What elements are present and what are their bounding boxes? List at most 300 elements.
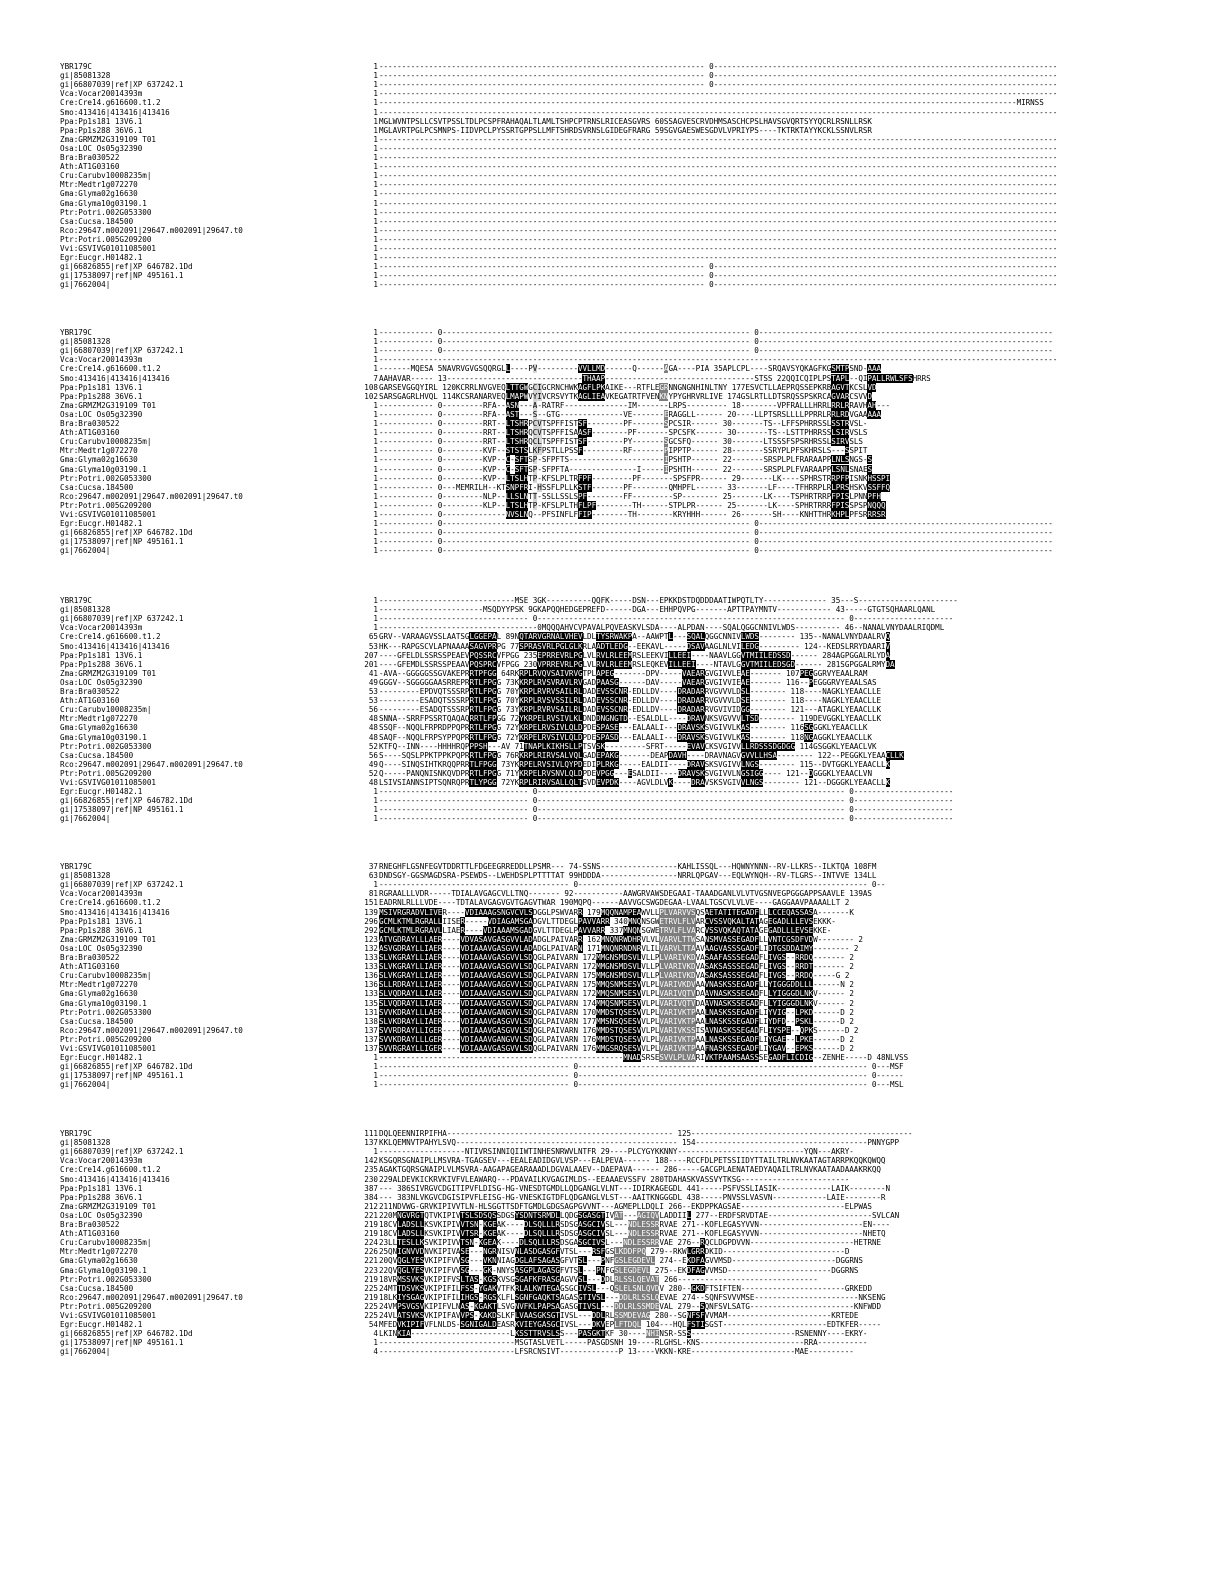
alignment-block xyxy=(0,1129,1224,1359)
sequence-name: gi|85081328 xyxy=(60,871,111,881)
sequence-name: Bra:Bra030522 xyxy=(60,153,120,162)
sequence-name: Zma:GRMZM2G319109 T01 xyxy=(60,668,157,678)
sequence-name: Csa:Cucsa.184500 xyxy=(60,482,134,492)
sequence-name: gi|17538097|ref|NP 495161.1 xyxy=(60,271,184,281)
aligned-sequence: --------------------------------- 0-------------------------------------------------------------------- 0---------------------- xyxy=(379,814,954,824)
start-position: 219 xyxy=(364,1292,378,1302)
sequence-name: YBR179C xyxy=(60,1129,93,1138)
aligned-sequence: ------------------------------------------------------------------------------------------------------------------------------------------------------ xyxy=(379,225,1058,235)
sequence-name: YBR179C xyxy=(60,862,93,871)
start-position: 135 xyxy=(364,998,378,1008)
alignment-row xyxy=(0,733,1224,742)
sequence-name: Ppa:Pp1s288 36V6.1 xyxy=(60,125,143,135)
sequence-name: Ptr:Potri.002G053300 xyxy=(60,741,152,751)
start-position: 81 xyxy=(368,889,378,899)
sequence-name: Smo:413416|413416|413416 xyxy=(60,107,170,117)
start-position: 108 xyxy=(364,382,378,392)
aligned-sequence: ---------ESADQTSSSRPRTLFPGG 73YKRPLRVRVSAILRLDADEVSSCNR-EDLLDV----DRADARRVGVIVIDGG-------- 121---ATAGKLYEAACLLK xyxy=(379,705,881,715)
aligned-sequence: LKINKIA----------------------LKSSTTRVSLSS---PASGKTKF 30----NHINSR-SSS-----------------------RSNENNY----EKRY- xyxy=(379,1329,868,1339)
alignment-row xyxy=(0,778,1224,787)
alignment-row xyxy=(0,1293,1224,1302)
aligned-sequence: ------------------------------------------------------------------------------------------------------------------------------------------------------ xyxy=(379,180,1058,190)
sequence-name: YBR179C xyxy=(60,62,93,71)
sequence-name: gi|85081328 xyxy=(60,71,111,81)
alignment-row xyxy=(0,199,1224,208)
aligned-sequence: ATVGDRAYLLLAER----VDVASAVGASGVVLADADGLPAIVARR 162MNQNRWDHRVLVLVARVLTTWSANSMVASSEGADFLLVNTCGSDFVDW-------- 2 xyxy=(379,934,863,944)
alignment-row xyxy=(0,355,1224,364)
aligned-sequence: -AVA--GGGGGSSGVAKEPRRTPFGG 64RKRPLRVQVSAIVRVGTPLAPEG-------DPV-----VAEARGVGIVVLEAE------- 107PEGGGRVYEAALRAM xyxy=(379,668,868,678)
alignment-row xyxy=(0,944,1224,953)
start-position: 1 xyxy=(373,428,378,438)
start-position: 133 xyxy=(364,953,378,962)
aligned-sequence: ------------------------------------------ 0---------------------------------------------------------------- 0-- xyxy=(379,880,886,890)
alignment-row xyxy=(0,898,1224,907)
aligned-sequence: ------------------------------------------------------------------------------------------------------------------------------------------------------ xyxy=(379,189,1058,199)
start-position: 1 xyxy=(373,253,378,263)
sequence-name: Osa:LOC Os05g32390 xyxy=(60,1210,143,1220)
alignment-row xyxy=(0,117,1224,126)
aligned-sequence: GCMLKTMLRGRAVLLIAER----VDIAAAMSGADGVLTTDEGLPAVVARR 337MNQNSGWETRVLFLVARCVSSVQKAQTATAGEGADLLLEVSEKKE- xyxy=(379,925,832,935)
sequence-name: gi|85081328 xyxy=(60,1138,111,1148)
sequence-name: Cre:Cre14.g616600.t1.2 xyxy=(60,98,161,108)
start-position: 1 xyxy=(373,225,378,235)
sequence-name: Gma:Glyma02g16630 xyxy=(60,1256,138,1266)
alignment-row xyxy=(0,89,1224,98)
aligned-sequence: ----GFELDLSSRSSPEAEVPQSSRCVFPGG 235EPRREVRLPGLVLRVLRLEEMRSLEEKVILLEEI----NAAVLGGVTMIILEDSSD------ 284AGPGGALRLYDA xyxy=(379,650,891,660)
start-position: 1 xyxy=(373,814,378,824)
aligned-sequence: SVVKDRAYLLLGER----VDIAAAVGANGVVLSDQGLPAIVARN 176MMDSTQSESVVLPLVARIVKTPAALNASKSSEGADFLIYGAE--LPKE------D 2 xyxy=(379,1034,854,1044)
alignment-row xyxy=(0,1256,1224,1265)
alignment-row xyxy=(0,1053,1224,1062)
sequence-name: gi|85081328 xyxy=(60,605,111,615)
alignment-row xyxy=(0,596,1224,605)
start-position: 1 xyxy=(373,500,378,510)
start-position: 142 xyxy=(364,1156,378,1166)
alignment-row xyxy=(0,392,1224,401)
alignment-row xyxy=(0,651,1224,660)
start-position: 7 xyxy=(373,373,378,383)
alignment-row xyxy=(0,1147,1224,1156)
sequence-name: gi|66826855|ref|XP 646782.1Dd xyxy=(60,1329,193,1339)
start-position: 63 xyxy=(368,871,378,881)
start-position: 1 xyxy=(373,234,378,244)
sequence-name: gi|66807039|ref|XP 637242.1 xyxy=(60,1147,184,1157)
sequence-name: Cru:Carubv10008235m| xyxy=(60,171,152,181)
alignment-row xyxy=(0,1026,1224,1035)
aligned-sequence: ------------------------------------------------------------------------------------------------------------------------------------------------------ xyxy=(379,107,1058,117)
aligned-sequence: 18CVLADSLLKSVKIPIVVTSN-KGEAK----DLSQLLLRSDSGASGCIVSL---NDLESSRRVAE 271--KOFLEGASYVVN-----------------------EN---- xyxy=(379,1220,891,1229)
alignment-row xyxy=(0,605,1224,614)
aligned-sequence: 24VMPSVGSVKIPIFVLNAS-KGAKTLSVGNVFKLPAPSAGASGTIVSL---DDLRLSSMDEVAL 279--SQNFSVLSATG-----------------------KNFWDD xyxy=(379,1301,882,1311)
start-position: 52 xyxy=(368,741,378,751)
alignment-row xyxy=(0,226,1224,235)
alignment-row xyxy=(0,714,1224,723)
alignment-block xyxy=(0,862,1224,1092)
aligned-sequence: 24VLATSVKSVKIPIFAVVPS-KAKDSLKFLVAASGKSGTIVSL---DDLRLSSMDEVAG 280--SGNFSFVVMAM-----------------------KRTEDE xyxy=(379,1311,859,1320)
start-position: 4 xyxy=(373,1329,378,1339)
alignment-row xyxy=(0,189,1224,198)
alignment-row xyxy=(0,280,1224,289)
start-position: 1 xyxy=(373,346,378,356)
aligned-sequence: --------------------------------- 0-------------------------------------------------------------------- 0---------------------- xyxy=(379,614,954,624)
aligned-sequence: ------------------------------------------ 0---------------------------------------------------------------- 0---MSF xyxy=(379,1062,904,1072)
aligned-sequence: ------------ 0---------RFA--AST---S--GTG--------------VE-------ERAGGLL------ 20----LLPTSRSLLLLPPRRLRRLRDVGAAAAA xyxy=(379,409,882,419)
aligned-sequence: 23LLTESLLKSVKIPIVVTSN-KGEAK----DLSQLLLRSDSGASGCIVSL---NDLESSRRVAE 276--RQCLDGPDVVN-----------------------HETRNE xyxy=(379,1238,882,1248)
start-position: 1 xyxy=(373,596,378,605)
alignment-row xyxy=(0,642,1224,651)
start-position: 1 xyxy=(373,262,378,272)
sequence-name: Csa:Cucsa.184500 xyxy=(60,216,134,226)
start-position: 1 xyxy=(373,537,378,547)
alignment-row xyxy=(0,723,1224,732)
sequence-name: Mtr:Medtr1g072270 xyxy=(60,980,138,990)
sequence-name: gi|7662004| xyxy=(60,1347,111,1357)
aligned-sequence: ------------------------------LFSRCNSIVT-------------P 13----VKKN-KRE-----------------------MAE---------- xyxy=(379,1347,854,1357)
alignment-row xyxy=(0,1329,1224,1338)
start-position: 136 xyxy=(364,980,378,990)
sequence-name: Zma:GRMZM2G319109 T01 xyxy=(60,400,157,410)
aligned-sequence: ------------ 0-------------------------------------------------------------------- 0----------------------------------------------------------------- xyxy=(379,546,1053,556)
start-position: 133 xyxy=(364,962,378,972)
alignment-row xyxy=(0,519,1224,528)
start-position: 1 xyxy=(373,510,378,519)
start-position: 1 xyxy=(373,171,378,181)
sequence-name: gi|7662004| xyxy=(60,1080,111,1090)
sequence-name: gi|17538097|ref|NP 495161.1 xyxy=(60,1071,184,1081)
start-position: 221 xyxy=(364,1256,378,1266)
aligned-sequence: 18CVLADSLLKSVKIPIVVTSR-KGEAK----DLSQLLLRSDSGASGCIVSL---NDLESSRRVAE 271--KOFLEGASYVVN-----------------------NHETQ xyxy=(379,1229,886,1239)
aligned-sequence: SLVQDRAYLLIAER----VDIAAAVGASGVVLSDQGLPAIVARN 172MMQSNMSESVVLPLVARIVQTVDAAVNASKSSEGADFLLYIGGGDLNKV------ 2 xyxy=(379,989,854,999)
aligned-sequence: DNDSGY-GGSMAGDSRA-PSEWDS--LWEHDSPLPTTTTAT 99HDDDA-----------------NRRLQPGAV---EQLWYNQH--RV-TLGRS--INTVVE 134LL xyxy=(379,871,877,881)
start-position: 1 xyxy=(373,162,378,172)
sequence-name: Cre:Cre14.g616600.t1.2 xyxy=(60,1165,161,1175)
aligned-sequence: ------------------------------------------------------------------------------------------------------------------------------------------------------ xyxy=(379,198,1058,208)
start-position: 1 xyxy=(373,805,378,815)
start-position: 292 xyxy=(364,925,378,935)
sequence-name: Cre:Cre14.g616600.t1.2 xyxy=(60,364,161,374)
aligned-sequence: ------------------------------------------------------------------------------------------------------------------------------------------------------ xyxy=(379,134,1058,144)
sequence-name: Ppa:Pp1s288 36V6.1 xyxy=(60,391,143,401)
alignment-block xyxy=(0,596,1224,826)
start-position: 223 xyxy=(364,1265,378,1275)
sequence-name: Ppa:Pp1s288 36V6.1 xyxy=(60,1192,143,1202)
aligned-sequence: GRV--VARAAGVSSLAATSGLGGEPAL 89NQTARVGRNALVHEVLDLTYSRWAKPA--AAWPTL---SQALQGGCNNIVLWDS-------- 135--NANALVNYDAALRVQ xyxy=(379,632,891,642)
aligned-sequence: SARSGAGRLHVQL 114KCSRANARVEQLMAPWVYIVCRSVYTKAGLIEAVKEGATRTFVENKNYPYGHRVRLIVE 174GSLRTLLDTSRQSSPSKRCAGVARCSVVD xyxy=(379,391,872,401)
start-position: 1 xyxy=(373,125,378,135)
sequence-name: Ath:AT1G03160 xyxy=(60,428,120,438)
start-position: 52 xyxy=(368,768,378,778)
aligned-sequence: --------------------------------- 0-------------------------------------------------------------------- 0---------------------- xyxy=(379,787,954,797)
start-position: 53 xyxy=(368,641,378,651)
start-position: 1 xyxy=(373,455,378,465)
alignment-row xyxy=(0,217,1224,226)
sequence-name: Vca:Vocar20014393m xyxy=(60,1156,143,1166)
aligned-sequence: ------------ 0---------NLP--LLSLNTT-SSLLSSLSPF--------FF---------SP-------- 25-------LK----TSPHRTRRPFPISLPNNPFH xyxy=(379,491,881,501)
alignment-row xyxy=(0,1156,1224,1165)
aligned-sequence: AAHAVAR----- 13------------------------------THAAP---------------------------------STSS 22QQICQIPLPSTAPL--QIPALLRWLSFSHRRS xyxy=(379,373,931,383)
alignment-row xyxy=(0,880,1224,889)
aligned-sequence: DQLQEENNIRPIFHA-------------------------------------------------- 125------------------------------------------------- xyxy=(379,1129,913,1138)
aligned-sequence: Q----SINQSIHTKRQQPRRTLFPGG 73YKRPELRVSIVLQYPDEDIPLRKG-----EALDII----DRAVSKSVGIVVLNGS-------- 115--DVTGGKLYEAACLLK xyxy=(379,759,891,769)
sequence-name: Egr:Eucgr.H01482.1 xyxy=(60,1320,143,1330)
alignment-row xyxy=(0,871,1224,880)
aligned-sequence: SLVQDRAYLLIAER----VDIAAAVGASGVVLSDQGLPAIVARN 174MMQSNMSESVVLPLVARIVQTVDAAVNASKSSEGADFLLYIGGGDLNKV------ 2 xyxy=(379,998,854,1008)
alignment-row xyxy=(0,1184,1224,1193)
aligned-sequence: ------------------------------------------------------MNADSRSESVVLPLVARIVKTPAAMSAASSSEGADFLICDIG--ZENHE-----D 48NLVSS xyxy=(379,1053,909,1063)
sequence-name: Mtr:Medtr1g072270 xyxy=(60,1247,138,1257)
alignment-row xyxy=(0,614,1224,623)
alignment-row xyxy=(0,805,1224,814)
alignment-row xyxy=(0,446,1224,455)
alignment-row xyxy=(0,760,1224,769)
alignment-row xyxy=(0,401,1224,410)
aligned-sequence: ------------ 0-------------------------------------------------------------------- 0----------------------------------------------------------------- xyxy=(379,337,1053,347)
alignment-row xyxy=(0,180,1224,189)
alignment-row xyxy=(0,1320,1224,1329)
start-position: 139 xyxy=(364,907,378,917)
start-position: 1 xyxy=(373,473,378,483)
aligned-sequence: ------------------------------------------------------------------------ 0---------------------------------------------------------------------------- xyxy=(379,262,1058,272)
sequence-name: Ptr:Potri.005G209200 xyxy=(60,1034,152,1044)
start-position: 1 xyxy=(373,207,378,217)
alignment-row xyxy=(0,337,1224,346)
start-position: 48 xyxy=(368,732,378,742)
start-position: 1 xyxy=(373,437,378,447)
alignment-row xyxy=(0,696,1224,705)
aligned-sequence: S----SQSLPPKTPPKPQPRRTLFPGG 76RKRPLRIRVSALVQLGADEPAKG-------DEAPDAVH----DRAVNAGVGVVLLHSA-------- 122--PEGGKLYEAACLLK xyxy=(379,750,904,760)
aligned-sequence: ----GFEMDLSSRSSPEAAVPQSPRCVFPGG 230VPRREVRLPGLVLRVLRLEEMRSLEQKEVILLEEI----NTAVLGGVTMIILEDSGD------ 281SGPGGALRMYDA xyxy=(379,659,895,669)
alignment-row xyxy=(0,787,1224,796)
start-position: 137 xyxy=(364,1138,378,1148)
alignment-row xyxy=(0,814,1224,823)
alignment-row xyxy=(0,935,1224,944)
start-position: 1 xyxy=(373,446,378,456)
sequence-name: Cru:Carubv10008235m| xyxy=(60,705,152,715)
sequence-name: Vca:Vocar20014393m xyxy=(60,89,143,99)
start-position: 1 xyxy=(373,280,378,290)
aligned-sequence: MGLWVNTPSLLCSVTPSSLTDLPCSPFRAHAQALTLAMLTSHPCPTRNSLRICEASGVRS 60SSAGVESCRVDHMSASCHCPSLHAVSGVQRTSYYQCRLRSNLLRSK xyxy=(379,116,872,126)
start-position: 1 xyxy=(373,189,378,199)
start-position: 1 xyxy=(373,1080,378,1090)
sequence-name: Gma:Glyma10g03190.1 xyxy=(60,998,147,1008)
alignment-row xyxy=(0,1062,1224,1071)
aligned-sequence: --- 383NLVKGVCDGISIPVFLEISG-HG-VNESKIGTDFLQDGANGLVLST---AAITKNGGGDL 438-----PNVSSLVASVN------------LAIE--------R xyxy=(379,1192,886,1202)
alignment-row xyxy=(0,1044,1224,1053)
start-position: 219 xyxy=(364,1274,378,1284)
aligned-sequence: ------------------------------------------------------------------------------------------------------------------------------------------------------ xyxy=(379,153,1058,162)
sequence-name: Mtr:Medtr1g072270 xyxy=(60,714,138,724)
start-position: 225 xyxy=(364,1301,378,1311)
start-position: 132 xyxy=(364,943,378,953)
alignment-row xyxy=(0,126,1224,135)
alignment-block xyxy=(0,62,1224,292)
sequence-name: Zma:GRMZM2G319109 T01 xyxy=(60,1201,157,1211)
alignment-row xyxy=(0,1311,1224,1320)
aligned-sequence: ------------ 0---------KVF--STSTSLKFPSTLLPSSF---------RF-------PIPPTP------ 28-------SSRYPLPFSKHRSLS---SSPIT xyxy=(379,446,868,456)
sequence-name: Rco:29647.m002091|29647.m002091|29647.t0 xyxy=(60,1025,243,1035)
aligned-sequence: KTFQ--INN----HHHHRQPPPSH---AV 71TNAPLKIKHSLLPTSVSK---------SFRT-----EVAVCKSVGIVVLLRDSSSDGDGG 114GSGGKLYEAACLVK xyxy=(379,741,877,751)
sequence-name: Smo:413416|413416|413416 xyxy=(60,641,170,651)
aligned-sequence: MFEDVKIPIFVFLNLDS-SGNIGALDEASRKVIEYGASGCIVSL---DKVEPLFTDQL 104---HQLFSTISGST-----------------------EDTKFER----- xyxy=(379,1320,882,1330)
sequence-name: Ppa:Pp1s181 13V6.1 xyxy=(60,382,143,392)
aligned-sequence: ------------------------------------------------------------------------------------------------------------------------------------------------------ xyxy=(379,234,1058,244)
start-position: 48 xyxy=(368,723,378,733)
alignment-row xyxy=(0,492,1224,501)
start-position: 1 xyxy=(373,528,378,538)
aligned-sequence: ------------ 0---------KVP--LTSLHTP-KFSLPLTRFPF---------PF-------SPSFPR------ 29-------LK----SPHRSTRRPFPISNKHSSPI xyxy=(379,473,891,483)
aligned-sequence: ------------------------------------------------------------------------------------------------------------------------------------------------------ xyxy=(379,89,1058,99)
aligned-sequence: ------------ 0--------------NVSLNQ--PFSINFLFFIP--------TH--------KRYHHH------ 26-------SH----KNHTTHRKHPLPFSRRRSR xyxy=(379,510,886,519)
sequence-name: Cru:Carubv10008235m| xyxy=(60,971,152,981)
sequence-name: Vvi:GSVIVG01011085001 xyxy=(60,778,157,787)
sequence-name: gi|66826855|ref|XP 646782.1Dd xyxy=(60,528,193,538)
start-position: 296 xyxy=(364,916,378,926)
start-position: 1 xyxy=(373,787,378,797)
aligned-sequence: ---------------------------------------------------------------------------------------------------------------------------------------------MIRNSS xyxy=(379,98,1044,108)
sequence-name: Csa:Cucsa.184500 xyxy=(60,1016,134,1026)
aligned-sequence: --------------------------------- 0-------------------------------------------------------------------- 0---------------------- xyxy=(379,805,954,815)
start-position: 1 xyxy=(373,614,378,624)
alignment-row xyxy=(0,1229,1224,1238)
sequence-name: Vvi:GSVIVG01011085001 xyxy=(60,244,157,253)
alignment-row xyxy=(0,1284,1224,1293)
start-position: 48 xyxy=(368,778,378,787)
start-position: 65 xyxy=(368,632,378,642)
alignment-row xyxy=(0,428,1224,437)
sequence-name: Gma:Glyma10g03190.1 xyxy=(60,464,147,474)
aligned-sequence: ------------------------------------------------------------------------------------------------------------------------------------------------------ xyxy=(379,244,1058,253)
start-position: 137 xyxy=(364,1044,378,1053)
sequence-name: Vvi:GSVIVG01011085001 xyxy=(60,1311,157,1320)
aligned-sequence: ------------ 0---MEMRILH--KTSNPFRI-HSSFLPLLKSTF-------PF--------QMHPFL------ 33-------LF----TFHRRPLRLPRSHSKVSSFFQ xyxy=(379,482,891,492)
sequence-name: gi|66807039|ref|XP 637242.1 xyxy=(60,880,184,890)
aligned-sequence: MSIVRGRADVLIVER----VDIAAAGSNGVCVLSDGGLPSWVARR 179MQQNAMPEAWVLLPLVARVVSQSAETATITEGADFLLLCCEQASSASA-------K xyxy=(379,907,854,917)
aligned-sequence: 211NDVWG-GRVKIPIVVTLN-HLSGGTTSDFTGMDLGDGSAGPGVVNT---AGMEPLLDQLI 266--EKDPPKAGSAE-----------------------ELPWAS xyxy=(379,1201,872,1211)
alignment-row xyxy=(0,262,1224,271)
aligned-sequence: SLVKGRAYLLIAER----VDIAAAVGASGVVLSDQGLPAIVARN 172MMGNSMDSVLVLLPLVARIVKDVASAAFASSSEGADFLIVGS--RRDQ------- 2 xyxy=(379,953,854,962)
start-position: 1 xyxy=(373,134,378,144)
start-position: 201 xyxy=(364,659,378,669)
start-position: 37 xyxy=(368,862,378,871)
sequence-name: Rco:29647.m002091|29647.m002091|29647.t0 xyxy=(60,491,243,501)
start-position: 1 xyxy=(373,180,378,190)
aligned-sequence: ------------------------------------------------------------------------------------------------------------------------------------------------------ xyxy=(379,207,1058,217)
aligned-sequence: ------------ 0-------------------------------------------------------------------- 0----------------------------------------------------------------- xyxy=(379,346,1053,356)
aligned-sequence: ------------------------------MSGTASLVETL-----PASGDSNH 19----RLGHSL-KNS-----------------------RRA----------- xyxy=(379,1338,868,1348)
start-position: 138 xyxy=(364,1016,378,1026)
sequence-name: Gma:Glyma10g03190.1 xyxy=(60,732,147,742)
alignment-row xyxy=(0,1202,1224,1211)
alignment-row xyxy=(0,1080,1224,1089)
start-position: 1 xyxy=(373,880,378,890)
alignment-row xyxy=(0,346,1224,355)
start-position: 1 xyxy=(373,271,378,281)
sequence-name: Mtr:Medtr1g072270 xyxy=(60,446,138,456)
sequence-name: Rco:29647.m002091|29647.m002091|29647.t0 xyxy=(60,1292,243,1302)
sequence-name: Ath:AT1G03160 xyxy=(60,1229,120,1239)
aligned-sequence: -------MQESA 5NAVRVGVGSQQRGLL----PV---------VVLLMD------Q------AGA----PIA 35APLCPL----SRQAVSYQKAGFKGSMTPSND-AAA xyxy=(379,364,882,374)
start-position: 102 xyxy=(364,391,378,401)
start-position: 1 xyxy=(373,464,378,474)
sequence-name: Smo:413416|413416|413416 xyxy=(60,373,170,383)
sequence-name: Egr:Eucgr.H01482.1 xyxy=(60,787,143,797)
alignment-row xyxy=(0,328,1224,337)
alignment-block xyxy=(0,328,1224,558)
aligned-sequence: ------------ 0---------RRT--LTSHRPCVTSPFFISTSF--------PF-------SPCSIR------ 30-------TS--LFFSPHRRSSLSSTRVSL- xyxy=(379,419,868,428)
start-position: 53 xyxy=(368,696,378,706)
start-position: 225 xyxy=(364,1311,378,1320)
sequence-name: Cre:Cre14.g616600.t1.2 xyxy=(60,632,161,642)
start-position: 1 xyxy=(373,216,378,226)
start-position: 49 xyxy=(368,759,378,769)
alignment-row xyxy=(0,1017,1224,1026)
alignment-row xyxy=(0,98,1224,107)
aligned-sequence: 229ALDEVKICKRVKIVFVLEAWARQ---PDAVAILKVGAGIMLDS--EEAAAEVSSFV 280TDAHASKVASSVYTKSG------------------------ xyxy=(379,1174,850,1184)
sequence-name: Egr:Eucgr.H01482.1 xyxy=(60,253,143,263)
aligned-sequence: ------------ 0---------RRT--LTSHRQCVTSPFFISAASF--------PF-------SPCSFK------ 30-------TS--LSTTPHRRSSLSIRVSLS xyxy=(379,428,868,438)
alignment-row xyxy=(0,374,1224,383)
aligned-sequence: ------------------------------------------------------------------------------------------------------------------------------------------------------ xyxy=(379,143,1058,153)
start-position: 1 xyxy=(373,400,378,410)
aligned-sequence: AGAKTGQRSGNAIPLVLMSVRA-AAGAPAGEARAAADLDGVALAAEV--DAEPAVA------ 286-----GACGPLAENATAEDYAQAILTRLNVKAATAADAAAKRKQQ xyxy=(379,1165,881,1175)
alignment-row xyxy=(0,162,1224,171)
aligned-sequence: ------------ 0-------------------------------------------------------------------- 0----------------------------------------------------------------- xyxy=(379,328,1053,337)
start-position: 1 xyxy=(373,143,378,153)
start-position: 1 xyxy=(373,482,378,492)
aligned-sequence: 20QVQGLYESVKIPIFVVSG---VKNNIAGDGLAFSAGASGFVTSL---PNFGSLEGDEVL 274--EKDFAGVVMSD-----------------------DGGRNS xyxy=(379,1256,863,1266)
start-position: 151 xyxy=(364,898,378,908)
aligned-sequence: LSIVSIANNSIPTSQNRQPRTLYPGG 72YKRPLRIRVSALLQLTSVDEVPDK----AGVLDLVK----DRAVSKSVGIVVLNGS-------- 121--DGGGKLYEAACLLK xyxy=(379,778,891,787)
alignment-row xyxy=(0,1247,1224,1256)
sequence-name: Osa:LOC Os05g32390 xyxy=(60,677,143,687)
start-position: 1 xyxy=(373,419,378,428)
sequence-name: Bra:Bra030522 xyxy=(60,1220,120,1229)
sequence-name: gi|66826855|ref|XP 646782.1Dd xyxy=(60,1062,193,1072)
alignment-row xyxy=(0,632,1224,641)
alignment-row xyxy=(0,135,1224,144)
sequence-name: Ath:AT1G03160 xyxy=(60,696,120,706)
alignment-row xyxy=(0,528,1224,537)
aligned-sequence: 22QVQGLYESVKIPIFVVSG---GK-NNYSASGPLAGASGFVTSL---PNFGSLEGDEVL 275--EKDFAGVVMSD-----------------------DGGRNS xyxy=(379,1265,859,1275)
sequence-name: Gma:Glyma10g03190.1 xyxy=(60,1265,147,1275)
sequence-name: Vvi:GSVIVG01011085001 xyxy=(60,510,157,519)
sequence-name: gi|17538097|ref|NP 495161.1 xyxy=(60,1338,184,1348)
sequence-name: Ptr:Potri.005G209200 xyxy=(60,500,152,510)
alignment-row xyxy=(0,623,1224,632)
start-position: 137 xyxy=(364,1034,378,1044)
sequence-name: Gma:Glyma02g16630 xyxy=(60,989,138,999)
alignment-row xyxy=(0,1238,1224,1247)
sequence-name: gi|85081328 xyxy=(60,337,111,347)
start-position: 1 xyxy=(373,623,378,633)
sequence-name: gi|7662004| xyxy=(60,546,111,556)
alignment-row xyxy=(0,1129,1224,1138)
sequence-name: YBR179C xyxy=(60,328,93,337)
sequence-name: Ath:AT1G03160 xyxy=(60,962,120,972)
alignment-row xyxy=(0,410,1224,419)
alignment-row xyxy=(0,1211,1224,1220)
aligned-sequence: KSGQRSGNAIPLLMSVRA-TGAGSEV---EEALEADIDGVLVSP---EALPEVA------ 188----RCCFDLPETSSIIDYTTAILTRLNVKAATAGTARRPKQQKQWQQ xyxy=(379,1156,886,1166)
sequence-name: Osa:LOC Os05g32390 xyxy=(60,143,143,153)
sequence-name: gi|66807039|ref|XP 637242.1 xyxy=(60,346,184,356)
start-position: 49 xyxy=(368,677,378,687)
aligned-sequence: SLVKGRAYLLIAER----VDIAAAVGASGVVLSDQGLPAIVARN 172MMGNSMDSVLVLLPLVARIVKDVASAKSASSSEGADFLIVGS--RRDT------- 2 xyxy=(379,962,854,972)
aligned-sequence: ------------------------------------------------------------------------ 0---------------------------------------------------------------------------- xyxy=(379,71,1058,81)
alignment-row xyxy=(0,1138,1224,1147)
aligned-sequence: ------------ 0---------RRT--LTSHRQCLTSPFFISTSF--------PY-------SGCSFQ------ 30-------LTSSSFSPSRHRSSLSIRVSLS xyxy=(379,437,863,447)
start-position: 1 xyxy=(373,244,378,253)
alignment-row xyxy=(0,235,1224,244)
